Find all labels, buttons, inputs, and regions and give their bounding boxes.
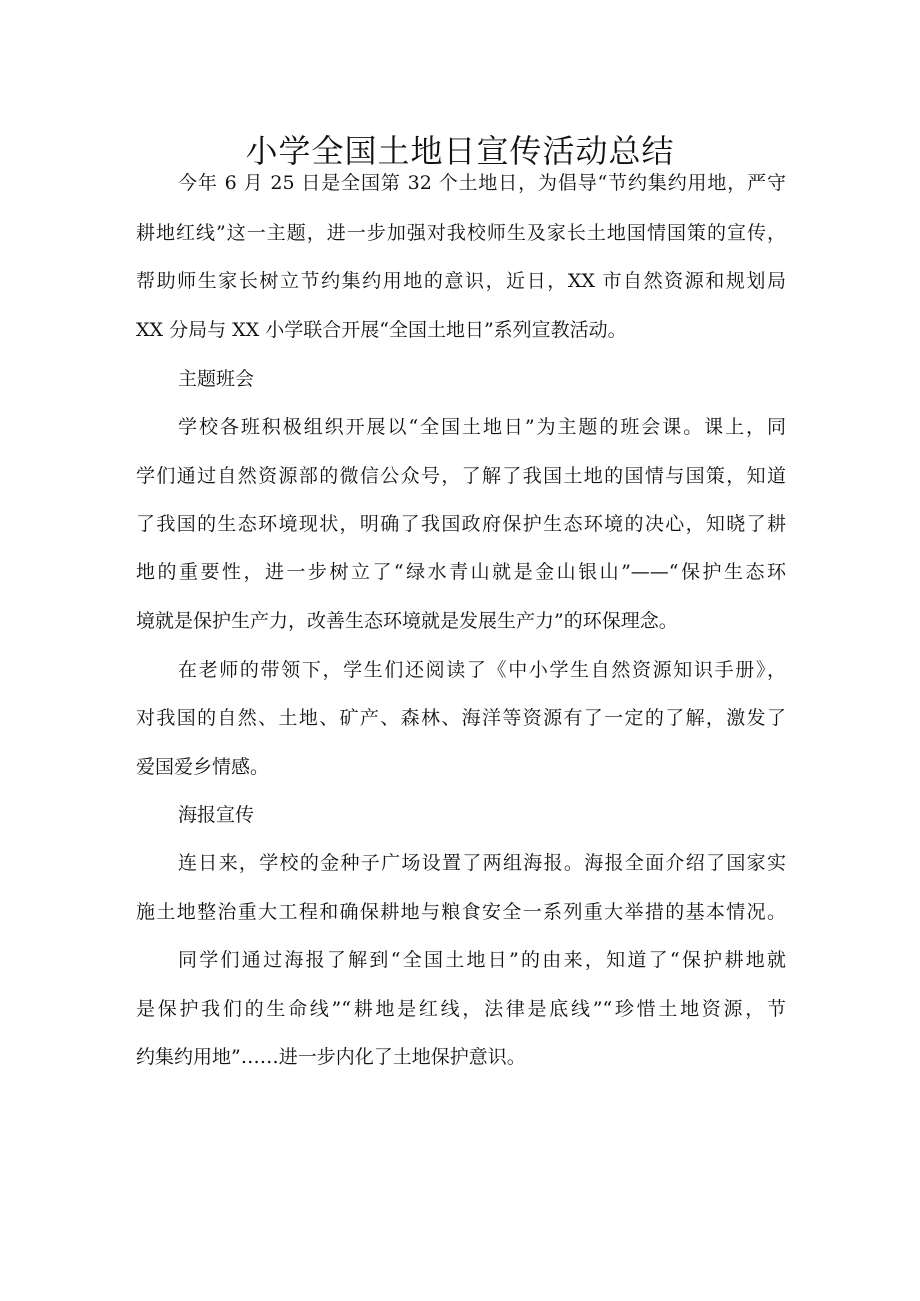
paragraph-line: XX 分局与 XX 小学联合开展“全国土地日”系列宣教活动。 [136, 319, 627, 341]
paragraph-line: 是保护我们的生命线”“耕地是红线，法律是底线”“珍惜土地资源，节 [136, 998, 786, 1020]
paragraph-line: 爱国爱乡情感。 [136, 756, 270, 778]
paragraph-line: 今年 6 月 25 日是全国第 32 个土地日，为倡导“节约集约用地，严守 [178, 172, 786, 194]
paragraph-line: 施土地整治重大工程和确保耕地与粮食安全一系列重大举措的基本情况。 [136, 901, 786, 923]
paragraph-line: 了我国的生态环境现状，明确了我国政府保护生态环境的决心，知晓了耕 [136, 513, 786, 535]
paragraph-line: 学校各班积极组织开展以“全国土地日”为主题的班会课。课上，同 [178, 416, 786, 438]
paragraph-line: 地的重要性，进一步树立了“绿水青山就是金山银山”——“保护生态环 [136, 561, 786, 583]
paragraph-line: 耕地红线”这一主题，进一步加强对我校师生及家长土地国情国策的宣传， [136, 222, 786, 244]
section-heading: 主题班会 [178, 368, 255, 390]
document-title: 小学全国土地日宣传活动总结 [245, 132, 675, 171]
paragraph-line: 帮助师生家长树立节约集约用地的意识，近日，XX 市自然资源和规划局 [136, 270, 786, 292]
paragraph-line: 学们通过自然资源部的微信公众号，了解了我国土地的国情与国策，知道 [136, 465, 786, 487]
section-heading: 海报宣传 [178, 804, 255, 826]
paragraph-line: 境就是保护生产力，改善生态环境就是发展生产力”的环保理念。 [136, 610, 678, 632]
paragraph-line: 对我国的自然、土地、矿产、森林、海洋等资源有了一定的了解，激发了 [136, 707, 786, 729]
paragraph-line: 约集约用地”……进一步内化了土地保护意识。 [136, 1046, 526, 1068]
paragraph-line: 在老师的带领下，学生们还阅读了《中小学生自然资源知识手册》， [178, 659, 786, 681]
paragraph-line: 连日来，学校的金种子广场设置了两组海报。海报全面介绍了国家实 [178, 852, 786, 874]
paragraph-line: 同学们通过海报了解到“全国土地日”的由来，知道了“保护耕地就 [178, 949, 786, 971]
